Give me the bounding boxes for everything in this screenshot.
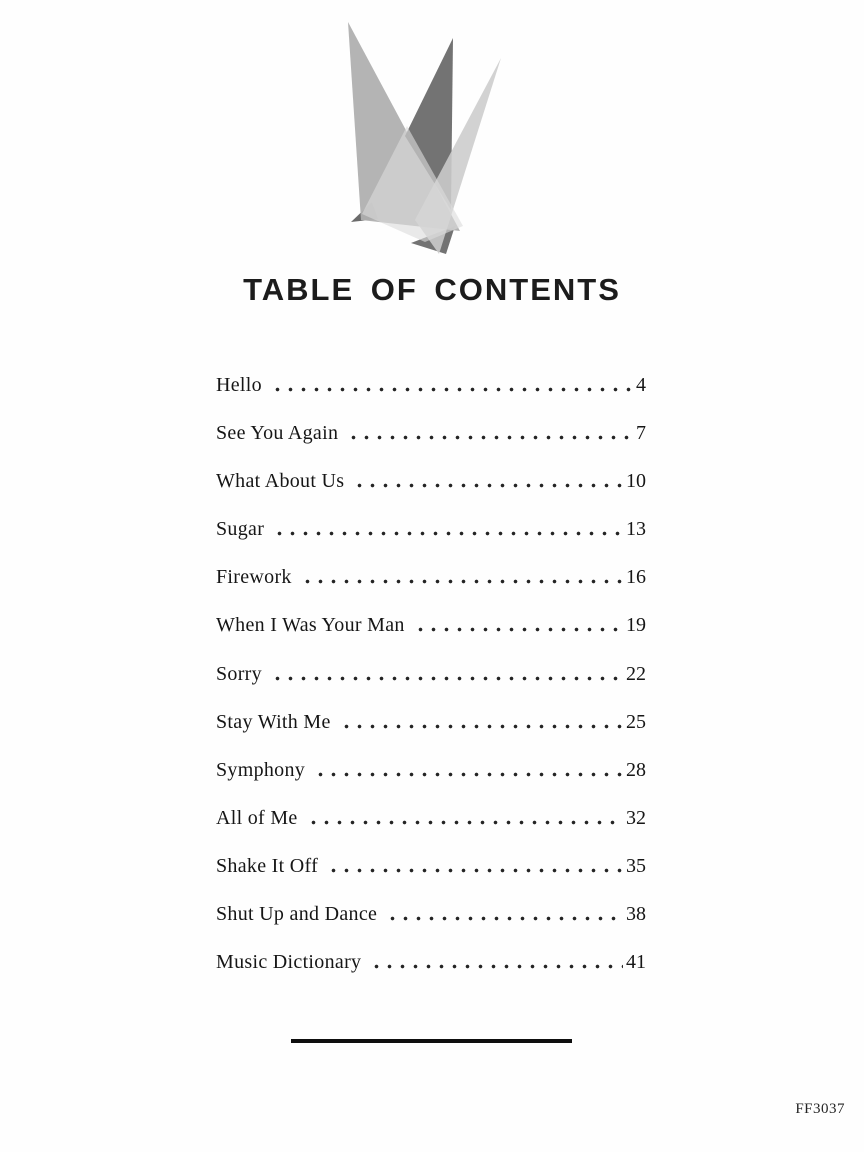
dot-leader	[336, 711, 623, 759]
toc-entry-row	[216, 855, 646, 903]
toc-entry-row	[216, 518, 646, 566]
toc-entry-page: 19	[626, 614, 646, 637]
toc-entry-title: Music Dictionary	[216, 951, 362, 974]
toc-entry-row	[216, 374, 646, 422]
toc-entry-row	[216, 470, 646, 518]
toc-entry-title: Firework	[216, 566, 292, 589]
abstract-triangles-logo	[345, 18, 515, 263]
toc-entry-page: 7	[636, 422, 646, 445]
toc-entry-title: Sorry	[216, 662, 262, 685]
toc-entry-page: 22	[626, 662, 646, 685]
dot-leader	[366, 951, 623, 999]
toc-entry-row	[216, 663, 646, 711]
dot-leader	[267, 374, 633, 422]
toc-entry-page: 13	[626, 518, 646, 541]
dot-leader	[323, 855, 623, 903]
toc-entry-title: When I Was Your Man	[216, 614, 405, 637]
toc-entry-title: Stay With Me	[216, 710, 331, 733]
toc-entry-page: 10	[626, 470, 646, 493]
catalog-number: FF3037	[795, 1101, 845, 1117]
toc-entry-row	[216, 759, 646, 807]
toc-entry-page: 35	[626, 854, 646, 877]
dot-leader	[297, 566, 623, 614]
toc-list	[216, 374, 646, 999]
toc-entry-page: 41	[626, 951, 646, 974]
dot-leader	[343, 422, 633, 470]
toc-entry-row	[216, 614, 646, 662]
dot-leader	[303, 807, 623, 855]
toc-entry-row	[216, 711, 646, 759]
page-title: TABLE OF CONTENTS	[243, 272, 621, 307]
dot-leader	[349, 470, 623, 518]
dot-leader	[267, 663, 623, 711]
dot-leader	[410, 614, 623, 662]
toc-entry-page: 32	[626, 806, 646, 829]
toc-entry-row	[216, 807, 646, 855]
toc-entry-title: Shut Up and Dance	[216, 903, 378, 926]
toc-entry-row	[216, 422, 646, 470]
toc-entry-title: Shake It Off	[216, 854, 319, 877]
toc-entry-title: All of Me	[216, 806, 298, 829]
toc-entry-row	[216, 566, 646, 614]
dot-leader	[310, 759, 623, 807]
toc-entry-page: 38	[626, 903, 646, 926]
dot-leader	[269, 518, 623, 566]
toc-entry-row	[216, 951, 646, 999]
toc-entry-page: 25	[626, 710, 646, 733]
toc-entry-page: 4	[636, 374, 646, 396]
toc-entry-page: 28	[626, 758, 646, 781]
bottom-rule-divider	[291, 1039, 572, 1043]
toc-entry-title: Sugar	[216, 518, 265, 541]
toc-entry-title: What About Us	[216, 470, 345, 493]
toc-entry-title: Symphony	[216, 758, 306, 781]
dot-leader	[382, 903, 623, 951]
toc-entry-page: 16	[626, 566, 646, 589]
toc-entry-title: See You Again	[216, 422, 339, 445]
toc-entry-row	[216, 903, 646, 951]
toc-entry-title: Hello	[216, 374, 262, 396]
